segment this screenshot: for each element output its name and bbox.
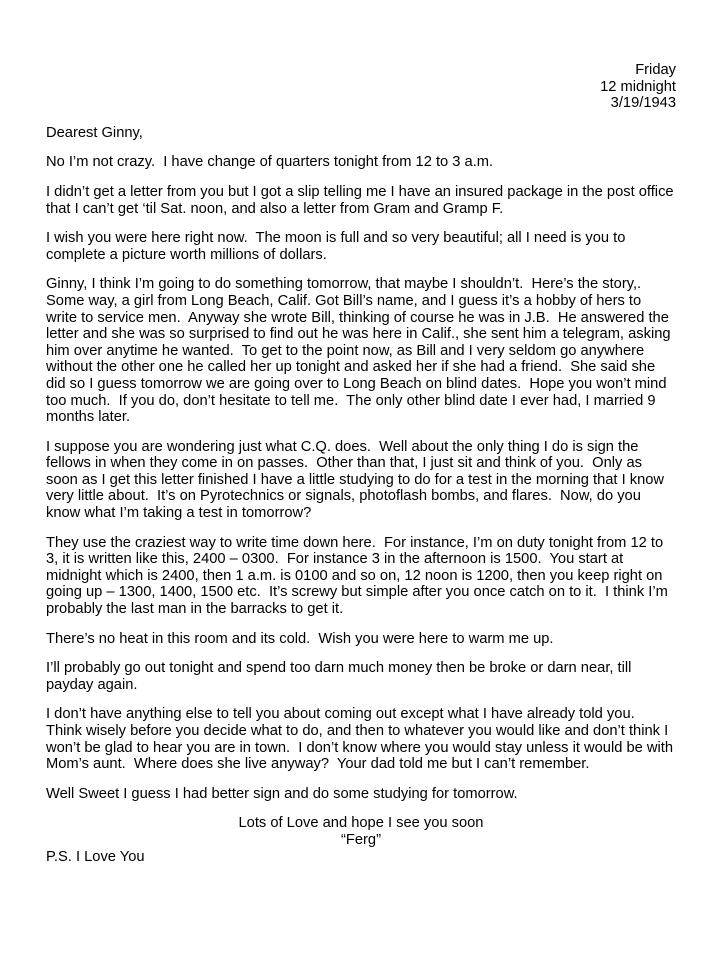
- signature: “Ferg”: [341, 831, 381, 848]
- closing-line: Lots of Love and hope I see you soon: [238, 815, 484, 832]
- closing-block: [46, 815, 676, 848]
- paragraph: They use the craziest way to write time down here. For instance, I’m on duty tonight from 12 to 3, it is written like this, 2400 – 0300. For instance 3 in the afternoon is 1500. You start at midnight which is 2400, then 1 a.m. is 0100 and so on, 12 noon is 1200, then you keep right on going up – 1300, 1400, 1500 etc. It’s screwy but simple after you once catch on to it. I think I’m probably the last man in the barracks to get it.: [46, 534, 672, 618]
- paragraph: Well Sweet I guess I had better sign and do some studying for tomorrow.: [46, 785, 518, 802]
- date-day: Friday: [635, 62, 676, 78]
- paragraph: Ginny, I think I’m going to do something tomorrow, that maybe I shouldn’t. Here’s the story,. Some way, a girl from Long Beach, Calif. Got Bill’s name, and I guess it’s a hobby of hers to write to service men. Anyway she wrote Bill, thinking of course he was in J.B. He answered the letter and she was so surprised to find out he was here in Calif., she sent him a telegram, asking him over anytime he wanted. To get to the point now, as Bill and I very seldom go anywhere without the other one he called her up tonight and asked her if she had a friend. She said she did so I guess tomorrow we are going over to Long Beach on blind dates. Hope you won’t mind too much. If you do, don’t hesitate to tell me. The only other blind date I ever had, I married 9 months later.: [46, 276, 675, 426]
- paragraph: I don’t have anything else to tell you about coming out except what I have already told you. Think wisely before you decide what to do, and then to whatever you would like and don’t think I won’t be glad to hear you are in town. I don’t know where you would stay unless it would be with Mom’s aunt. Where does she live anyway? Your dad told me but I can’t remember.: [46, 706, 678, 773]
- date-date: 3/19/1943: [610, 95, 676, 112]
- paragraph: No I’m not crazy. I have change of quarters tonight from 12 to 3 a.m.: [46, 154, 494, 171]
- paragraph: I suppose you are wondering just what C.Q. does. Well about the only thing I do is sign the fellows in when they come in on passes. Other than that, I just sit and think of you. Only as soon as I get this letter finished I have a little studying to do for a test in the morning that I know very little about. It’s on Pyrotechnics or signals, photoflash bombs, and flares. Now, do you know what I’m taking a test in tomorrow?: [46, 438, 669, 522]
- postscript: P.S. I Love You: [46, 848, 145, 865]
- paragraph: There’s no heat in this room and its cold. Wish you were here to warm me up.: [46, 630, 554, 647]
- salutation: Dearest Ginny,: [46, 124, 143, 141]
- paragraph: I wish you were here right now. The moon is full and so very beautiful; all I need is you to complete a picture worth millions of dollars.: [46, 230, 630, 263]
- paragraph: I didn’t get a letter from you but I got a slip telling me I have an insured package in the post office that I can’t get ‘til Sat. noon, and also a letter from Gram and Gramp F.: [46, 183, 678, 217]
- date-time: 12 midnight: [600, 78, 676, 95]
- paragraph: I’ll probably go out tonight and spend too darn much money then be broke or darn near, till payday again.: [46, 660, 636, 693]
- date-block: [46, 62, 676, 112]
